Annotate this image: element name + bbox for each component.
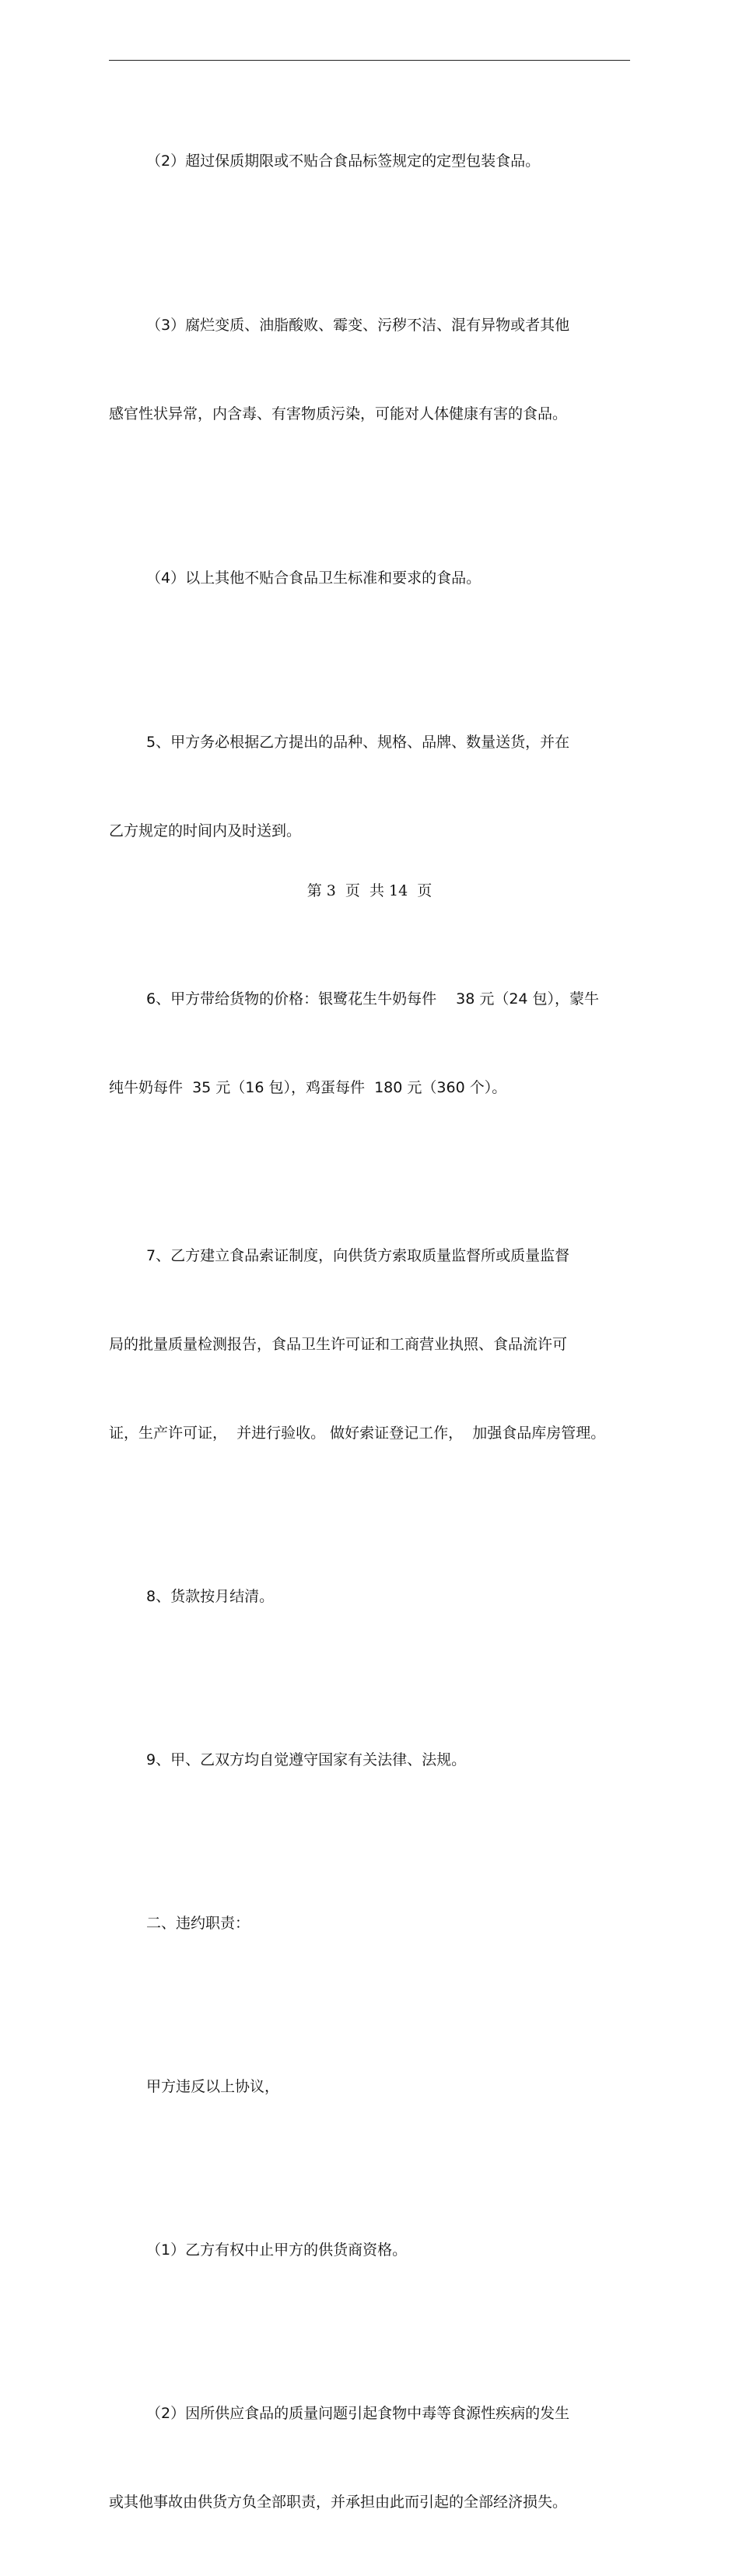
paragraph-breach-intro bbox=[109, 2013, 632, 2161]
paragraph-line: （3）腐烂变质、油脂酸败、霉变、污秽不洁、混有异物或者其他 bbox=[146, 317, 570, 334]
paragraph-clause-5 bbox=[109, 668, 632, 905]
paragraph-item-2 bbox=[109, 87, 632, 235]
paragraph-line: 5、甲方务必根据乙方提出的品种、规格、品牌、数量送货，并在 bbox=[146, 734, 570, 751]
paragraph-line: 局的批量质量检测报告，食品卫生许可证和工商营业执照、食品流许可 bbox=[109, 1336, 568, 1353]
paragraph-clause-9 bbox=[109, 1686, 632, 1834]
paragraph-line: 感官性状异常，内含毒、有害物质污染，可能对人体健康有害的食品。 bbox=[109, 405, 568, 422]
paragraph-clause-8 bbox=[109, 1523, 632, 1670]
document-body bbox=[109, 87, 632, 2576]
paragraph-line: （1）乙方有权中止甲方的供货商资格。 bbox=[146, 2241, 408, 2259]
paragraph-item-4 bbox=[109, 504, 632, 652]
paragraph-item-3 bbox=[109, 251, 632, 488]
paragraph-clause-7 bbox=[109, 1182, 632, 1507]
section-heading: 二、违约职责： bbox=[146, 1915, 250, 1932]
paragraph-line: 甲方违反以上协议， bbox=[146, 2078, 280, 2095]
paragraph-line: 纯牛奶每件 35 元（16 包），鸡蛋每件 180 元（360 个）。 bbox=[109, 1079, 507, 1096]
page-number-footer: 第 3 页 共 14 页 bbox=[306, 882, 433, 899]
paragraph-line: 8、货款按月结清。 bbox=[146, 1588, 275, 1605]
paragraph-line: （2）超过保质期限或不贴合食品标签规定的定型包装食品。 bbox=[146, 152, 541, 170]
paragraph-line: 或其他事故由供货方负全部职责，并承担由此而引起的全部经济损失。 bbox=[109, 2494, 568, 2511]
paragraph-line: 7、乙方建立食品索证制度，向供货方索取质量监督所或质量监督 bbox=[146, 1247, 570, 1264]
paragraph-line: 证，生产许可证， 并进行验收。 做好索证登记工作， 加强食品库房管理。 bbox=[109, 1425, 606, 1442]
paragraph-breach-1 bbox=[109, 2176, 632, 2324]
paragraph-breach-2 bbox=[109, 2339, 632, 2576]
header-rule bbox=[109, 60, 630, 61]
section-heading-breach bbox=[109, 1849, 632, 1997]
paragraph-line: 乙方规定的时间内及时送到。 bbox=[109, 822, 302, 839]
paragraph-clause-6 bbox=[109, 925, 632, 1162]
paragraph-line: （4）以上其他不贴合食品卫生标准和要求的食品。 bbox=[146, 570, 482, 587]
paragraph-line: 9、甲、乙双方均自觉遵守国家有关法律、法规。 bbox=[146, 1751, 467, 1768]
paragraph-line: （2）因所供应食品的质量问题引起食物中毒等食源性疾病的发生 bbox=[146, 2405, 570, 2422]
paragraph-line: 6、甲方带给货物的价格：银鹭花生牛奶每件 38 元（24 包），蒙牛 bbox=[146, 990, 600, 1008]
